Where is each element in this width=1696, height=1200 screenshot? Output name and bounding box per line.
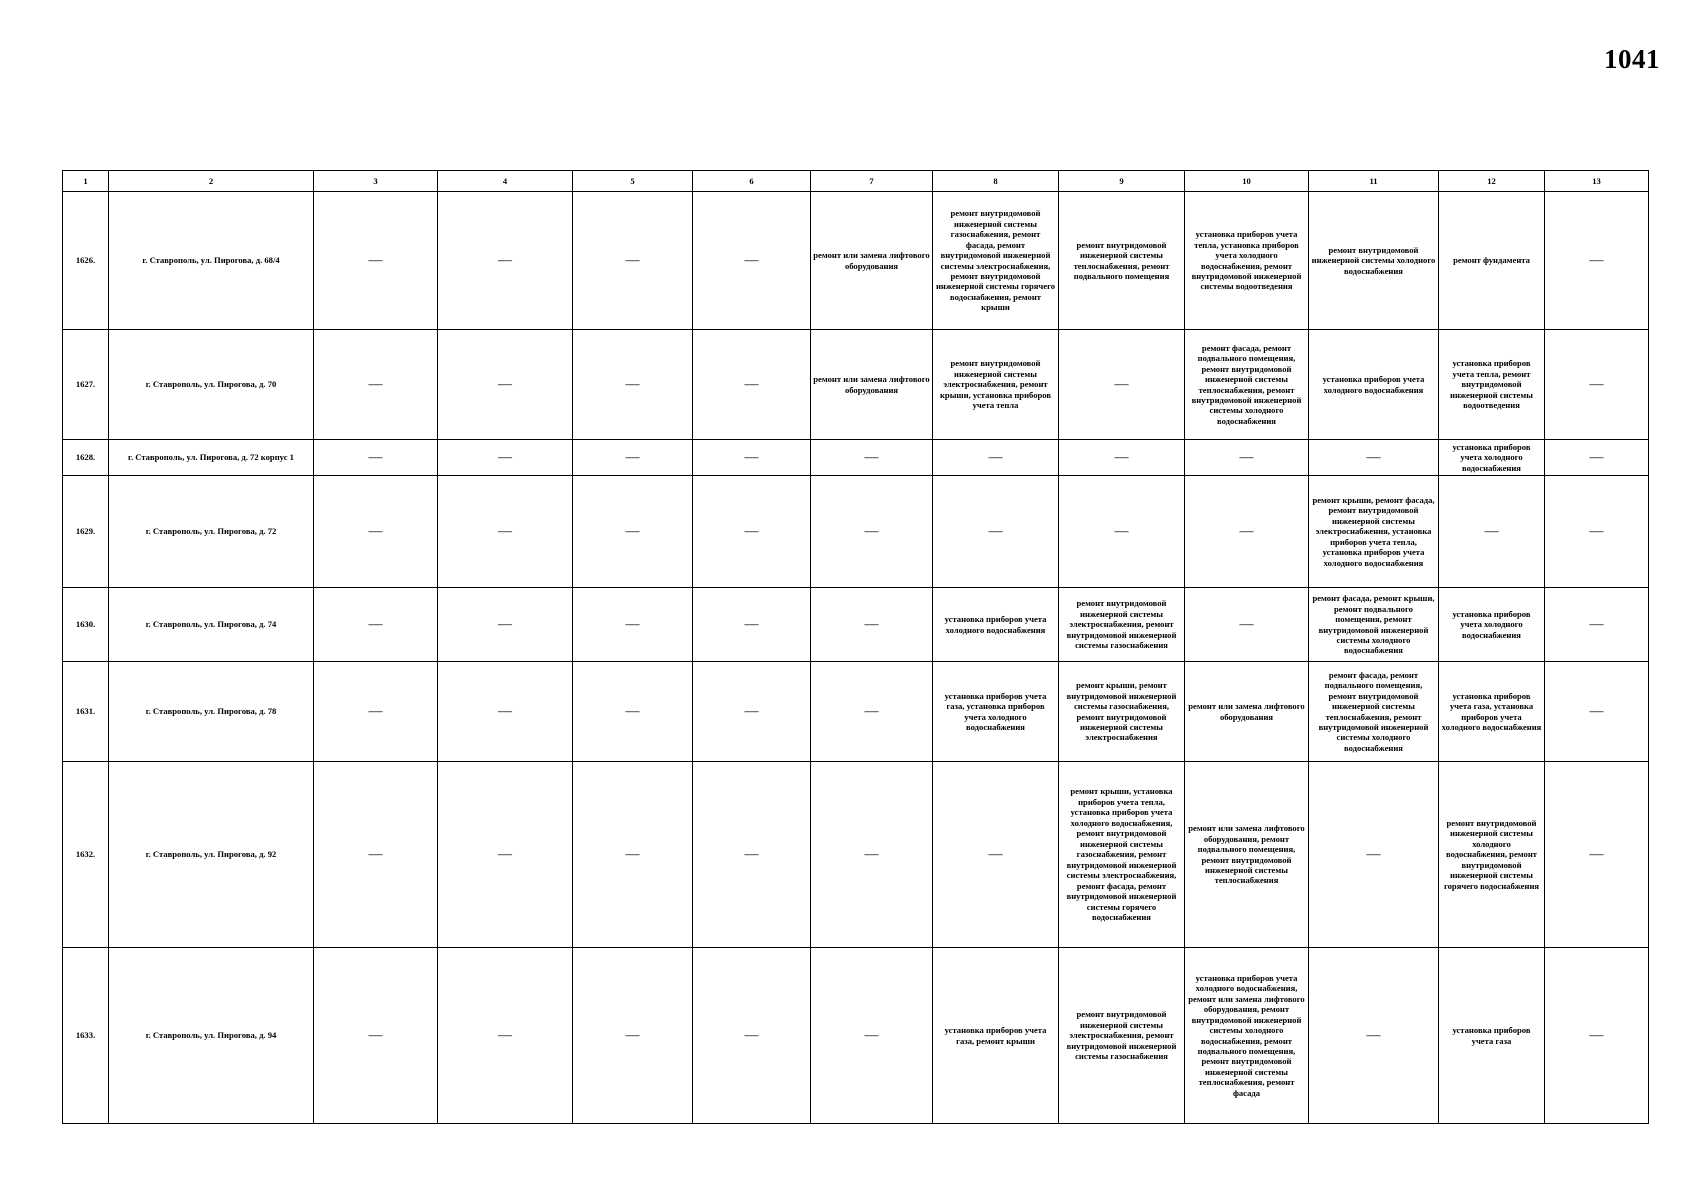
row-number: 1633. bbox=[63, 948, 109, 1124]
empty-dash-cell: — bbox=[933, 762, 1059, 948]
column-number-row bbox=[63, 171, 1649, 192]
address-cell: г. Ставрополь, ул. Пирогова, д. 72 bbox=[109, 476, 314, 588]
work-type-cell: установка приборов учета газа, установка приборов учета холодного водоснабжения bbox=[1439, 662, 1545, 762]
work-type-cell: ремонт фасада, ремонт подвального помещения, ремонт внутридомовой инженерной системы теплоснабжения, ремонт внутридомовой инженерной системы холодного водоснабжения bbox=[1185, 330, 1309, 440]
row-number: 1630. bbox=[63, 588, 109, 662]
work-type-cell: ремонт внутридомовой инженерной системы холодного водоснабжения bbox=[1309, 192, 1439, 330]
empty-dash-cell: — bbox=[693, 662, 811, 762]
empty-dash-cell: — bbox=[1545, 476, 1649, 588]
empty-dash-cell: — bbox=[1309, 948, 1439, 1124]
column-header: 1 bbox=[63, 171, 109, 192]
table-row bbox=[63, 330, 1649, 440]
work-type-cell: установка приборов учета газа bbox=[1439, 948, 1545, 1124]
table-row bbox=[63, 662, 1649, 762]
work-type-cell: установка приборов учета холодного водоснабжения, ремонт или замена лифтового оборудования, ремонт внутридомовой инженерной системы холодного водоснабжения, ремонт подвального помещения, ремонт внутридомовой инженерной системы теплоснабжения, ремонт фасада bbox=[1185, 948, 1309, 1124]
empty-dash-cell: — bbox=[438, 330, 573, 440]
column-header: 12 bbox=[1439, 171, 1545, 192]
empty-dash-cell: — bbox=[1545, 440, 1649, 476]
table-header bbox=[63, 171, 1649, 192]
work-type-cell: установка приборов учета газа, установка приборов учета холодного водоснабжения bbox=[933, 662, 1059, 762]
empty-dash-cell: — bbox=[1059, 476, 1185, 588]
row-number: 1631. bbox=[63, 662, 109, 762]
column-header: 3 bbox=[314, 171, 438, 192]
row-number: 1627. bbox=[63, 330, 109, 440]
empty-dash-cell: — bbox=[811, 948, 933, 1124]
empty-dash-cell: — bbox=[438, 440, 573, 476]
empty-dash-cell: — bbox=[314, 440, 438, 476]
empty-dash-cell: — bbox=[314, 476, 438, 588]
column-header: 6 bbox=[693, 171, 811, 192]
column-header: 8 bbox=[933, 171, 1059, 192]
work-type-cell: ремонт фасада, ремонт крыши, ремонт подвального помещения, ремонт внутридомовой инженерной системы холодного водоснабжения bbox=[1309, 588, 1439, 662]
work-type-cell: ремонт внутридомовой инженерной системы теплоснабжения, ремонт подвального помещения bbox=[1059, 192, 1185, 330]
empty-dash-cell: — bbox=[693, 762, 811, 948]
empty-dash-cell: — bbox=[573, 588, 693, 662]
empty-dash-cell: — bbox=[1185, 440, 1309, 476]
row-number: 1632. bbox=[63, 762, 109, 948]
empty-dash-cell: — bbox=[573, 192, 693, 330]
empty-dash-cell: — bbox=[693, 192, 811, 330]
work-type-cell: ремонт крыши, ремонт фасада, ремонт внутридомовой инженерной системы электроснабжения, установка приборов учета тепла, установка приборов учета холодного водоснабжения bbox=[1309, 476, 1439, 588]
empty-dash-cell: — bbox=[438, 762, 573, 948]
column-header: 5 bbox=[573, 171, 693, 192]
row-number: 1629. bbox=[63, 476, 109, 588]
work-type-cell: ремонт или замена лифтового оборудования, ремонт подвального помещения, ремонт внутридомовой инженерной системы теплоснабжения bbox=[1185, 762, 1309, 948]
empty-dash-cell: — bbox=[1309, 440, 1439, 476]
work-type-cell: установка приборов учета холодного водоснабжения bbox=[1439, 588, 1545, 662]
empty-dash-cell: — bbox=[811, 762, 933, 948]
column-header: 9 bbox=[1059, 171, 1185, 192]
page-number: 1041 bbox=[1604, 44, 1660, 74]
address-cell: г. Ставрополь, ул. Пирогова, д. 68/4 bbox=[109, 192, 314, 330]
empty-dash-cell: — bbox=[933, 440, 1059, 476]
empty-dash-cell: — bbox=[573, 948, 693, 1124]
empty-dash-cell: — bbox=[1545, 588, 1649, 662]
work-type-cell: ремонт фундамента bbox=[1439, 192, 1545, 330]
column-header: 11 bbox=[1309, 171, 1439, 192]
empty-dash-cell: — bbox=[438, 192, 573, 330]
empty-dash-cell: — bbox=[693, 476, 811, 588]
empty-dash-cell: — bbox=[693, 440, 811, 476]
work-type-cell: ремонт фасада, ремонт подвального помещения, ремонт внутридомовой инженерной системы теплоснабжения, ремонт внутридомовой инженерной системы холодного водоснабжения bbox=[1309, 662, 1439, 762]
work-type-cell: установка приборов учета тепла, ремонт внутридомовой инженерной системы водоотведения bbox=[1439, 330, 1545, 440]
empty-dash-cell: — bbox=[1439, 476, 1545, 588]
table-row bbox=[63, 192, 1649, 330]
address-cell: г. Ставрополь, ул. Пирогова, д. 72 корпус 1 bbox=[109, 440, 314, 476]
table-row bbox=[63, 588, 1649, 662]
work-type-cell: ремонт крыши, ремонт внутридомовой инженерной системы газоснабжения, ремонт внутридомовой инженерной системы электроснабжения bbox=[1059, 662, 1185, 762]
column-header: 2 bbox=[109, 171, 314, 192]
work-type-cell: установка приборов учета холодного водоснабжения bbox=[933, 588, 1059, 662]
empty-dash-cell: — bbox=[438, 662, 573, 762]
column-header: 7 bbox=[811, 171, 933, 192]
empty-dash-cell: — bbox=[314, 662, 438, 762]
work-type-cell: ремонт или замена лифтового оборудования bbox=[1185, 662, 1309, 762]
empty-dash-cell: — bbox=[1059, 440, 1185, 476]
table-row bbox=[63, 476, 1649, 588]
empty-dash-cell: — bbox=[573, 662, 693, 762]
repair-schedule-table bbox=[62, 170, 1649, 1124]
empty-dash-cell: — bbox=[933, 476, 1059, 588]
work-type-cell: ремонт внутридомовой инженерной системы электроснабжения, ремонт внутридомовой инженерной системы газоснабжения bbox=[1059, 948, 1185, 1124]
empty-dash-cell: — bbox=[1545, 762, 1649, 948]
empty-dash-cell: — bbox=[314, 762, 438, 948]
work-type-cell: установка приборов учета холодного водоснабжения bbox=[1309, 330, 1439, 440]
empty-dash-cell: — bbox=[573, 330, 693, 440]
column-header: 13 bbox=[1545, 171, 1649, 192]
work-type-cell: ремонт внутридомовой инженерной системы газоснабжения, ремонт фасада, ремонт внутридомовой инженерной системы электроснабжения, ремонт внутридомовой инженерной системы горячего водоснабжения, ремонт крыши bbox=[933, 192, 1059, 330]
empty-dash-cell: — bbox=[438, 588, 573, 662]
column-header: 4 bbox=[438, 171, 573, 192]
empty-dash-cell: — bbox=[811, 662, 933, 762]
empty-dash-cell: — bbox=[811, 440, 933, 476]
empty-dash-cell: — bbox=[314, 948, 438, 1124]
work-type-cell: установка приборов учета холодного водоснабжения bbox=[1439, 440, 1545, 476]
empty-dash-cell: — bbox=[314, 330, 438, 440]
empty-dash-cell: — bbox=[438, 476, 573, 588]
address-cell: г. Ставрополь, ул. Пирогова, д. 78 bbox=[109, 662, 314, 762]
work-type-cell: ремонт крыши, установка приборов учета тепла, установка приборов учета холодного водоснабжения, ремонт внутридомовой инженерной системы газоснабжения, ремонт внутридомовой инженерной системы электроснабжения, ремонт фасада, ремонт внутридомовой инженерной системы горячего водоснабжения bbox=[1059, 762, 1185, 948]
address-cell: г. Ставрополь, ул. Пирогова, д. 92 bbox=[109, 762, 314, 948]
table-row bbox=[63, 762, 1649, 948]
work-type-cell: ремонт внутридомовой инженерной системы холодного водоснабжения, ремонт внутридомовой инженерной системы горячего водоснабжения bbox=[1439, 762, 1545, 948]
empty-dash-cell: — bbox=[438, 948, 573, 1124]
empty-dash-cell: — bbox=[693, 948, 811, 1124]
empty-dash-cell: — bbox=[811, 476, 933, 588]
work-type-cell: ремонт внутридомовой инженерной системы электроснабжения, ремонт крыши, установка приборов учета тепла bbox=[933, 330, 1059, 440]
work-type-cell: установка приборов учета газа, ремонт крыши bbox=[933, 948, 1059, 1124]
address-cell: г. Ставрополь, ул. Пирогова, д. 74 bbox=[109, 588, 314, 662]
work-type-cell: ремонт или замена лифтового оборудования bbox=[811, 192, 933, 330]
empty-dash-cell: — bbox=[1185, 476, 1309, 588]
empty-dash-cell: — bbox=[314, 192, 438, 330]
empty-dash-cell: — bbox=[1545, 192, 1649, 330]
empty-dash-cell: — bbox=[1185, 588, 1309, 662]
address-cell: г. Ставрополь, ул. Пирогова, д. 70 bbox=[109, 330, 314, 440]
empty-dash-cell: — bbox=[811, 588, 933, 662]
empty-dash-cell: — bbox=[314, 588, 438, 662]
empty-dash-cell: — bbox=[573, 440, 693, 476]
table-body bbox=[63, 192, 1649, 1124]
table-row bbox=[63, 440, 1649, 476]
table-row bbox=[63, 948, 1649, 1124]
column-header: 10 bbox=[1185, 171, 1309, 192]
empty-dash-cell: — bbox=[573, 476, 693, 588]
empty-dash-cell: — bbox=[1545, 662, 1649, 762]
empty-dash-cell: — bbox=[1545, 948, 1649, 1124]
row-number: 1628. bbox=[63, 440, 109, 476]
empty-dash-cell: — bbox=[1545, 330, 1649, 440]
address-cell: г. Ставрополь, ул. Пирогова, д. 94 bbox=[109, 948, 314, 1124]
work-type-cell: установка приборов учета тепла, установка приборов учета холодного водоснабжения, ремонт внутридомовой инженерной системы водоотведения bbox=[1185, 192, 1309, 330]
empty-dash-cell: — bbox=[1059, 330, 1185, 440]
work-type-cell: ремонт внутридомовой инженерной системы электроснабжения, ремонт внутридомовой инженерной системы газоснабжения bbox=[1059, 588, 1185, 662]
empty-dash-cell: — bbox=[693, 588, 811, 662]
empty-dash-cell: — bbox=[693, 330, 811, 440]
row-number: 1626. bbox=[63, 192, 109, 330]
work-type-cell: ремонт или замена лифтового оборудования bbox=[811, 330, 933, 440]
empty-dash-cell: — bbox=[573, 762, 693, 948]
empty-dash-cell: — bbox=[1309, 762, 1439, 948]
